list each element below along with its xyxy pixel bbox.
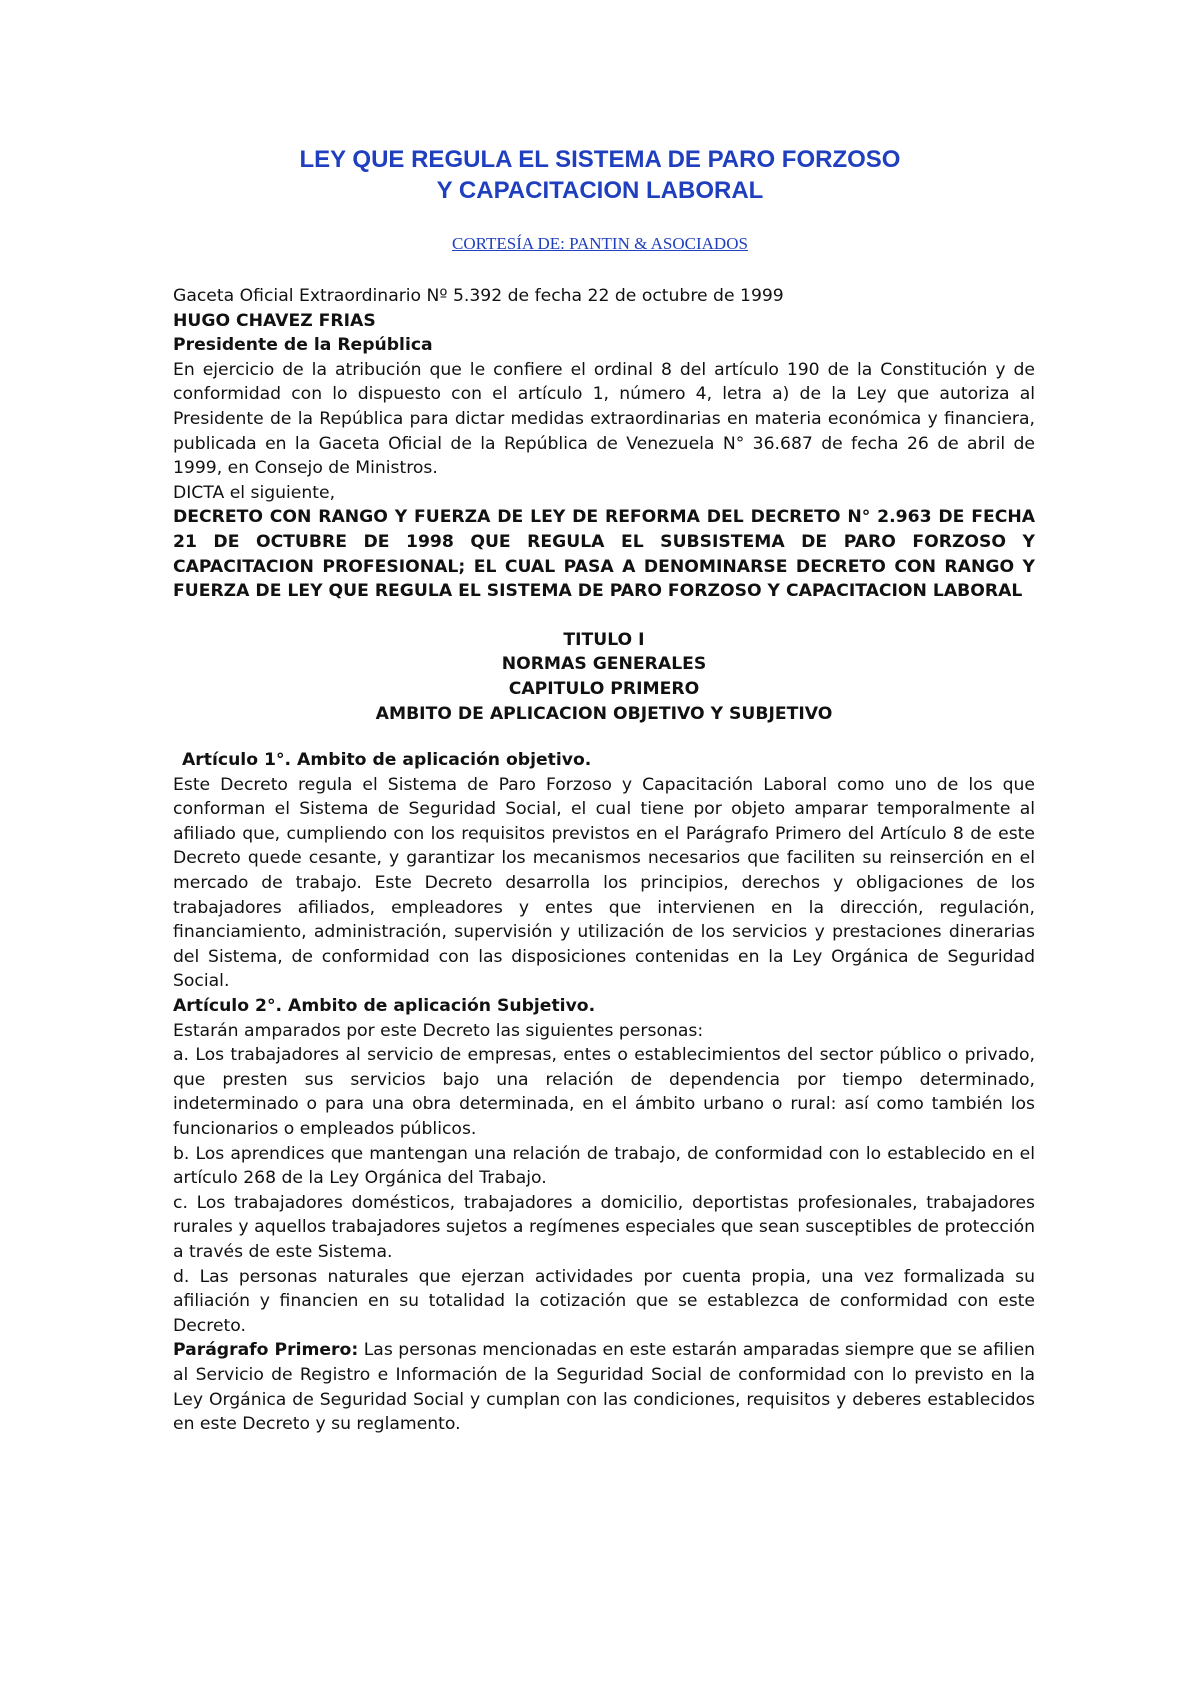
dicta-line: DICTA el siguiente, <box>173 482 336 503</box>
article-1-text: Este Decreto regula el Sistema de Paro Forzoso y Capacitación Laboral como uno de los que conforman el Sistema de Seguridad Social, el cual tiene por objeto amparar temporalmente al afiliado que, cumpliendo con los requisitos previstos en el Parágrafo Primero del Artículo 8 de este Decreto quede cesante, y garantizar los mecanismos necesarios que faciliten su reinserción en el mercado de trabajo. Este Decreto desarrolla los principios, derechos y obligaciones de los trabajadores afiliados, empleadores y entes que intervienen en la dirección, regulación, financiamiento, administración, supervisión y utilización de los servicios y prestaciones dinerarias del Sistema, de conformidad con las disposiciones contenidas en la Ley Orgánica de Seguridad Social. <box>173 774 1035 992</box>
decree-title: DECRETO CON RANGO Y FUERZA DE LEY DE REFORMA DEL DECRETO N° 2.963 DE FECHA 21 DE OCTUBRE DE 1998 QUE REGULA EL SUBSISTEMA DE PARO FORZOSO Y CAPACITACION PROFESIONAL; EL CUAL PASA A DENOMINARSE DECRETO CON RANGO Y FUERZA DE LEY QUE REGULA EL SISTEMA DE PARO FORZOSO Y CAPACITACION LABORAL <box>173 507 1035 602</box>
president-title: Presidente de la República <box>173 335 433 356</box>
paragrafo-primero <box>173 1338 1035 1436</box>
ambito-heading: AMBITO DE APLICACION OBJETIVO Y SUBJETIVO <box>375 703 833 724</box>
gaceta-line: Gaceta Oficial Extraordinario Nº 5.392 de fecha 22 de octubre de 1999 <box>173 286 784 306</box>
capitulo-heading: CAPITULO PRIMERO <box>508 678 700 699</box>
article-2-item-d: d. Las personas naturales que ejerzan actividades por cuenta propia, una vez formalizada su afiliación y financien en su totalidad la cotización que se establezca de conformidad con este Decreto. <box>173 1266 1035 1336</box>
section-heading <box>173 628 1035 726</box>
document-body <box>173 284 1035 1437</box>
paragrafo-label: Parágrafo Primero: <box>173 1340 359 1361</box>
titulo-heading: TITULO I <box>563 629 645 650</box>
article-1-heading: Artículo 1°. Ambito de aplicación objetivo. <box>182 750 592 771</box>
article-2-heading: Artículo 2°. Ambito de aplicación Subjetivo. <box>173 996 596 1017</box>
preamble-paragraph: En ejercicio de la atribución que le confiere el ordinal 8 del artículo 190 de la Constitución y de conformidad con lo dispuesto con el artículo 1, número 4, letra a) de la Ley que autoriza al Presidente de la República para dictar medidas extraordinarias en materia económica y financiera, publicada en la Gaceta Oficial de la República de Venezuela N° 36.687 de fecha 26 de abril de 1999, en Consejo de Ministros. <box>173 359 1035 479</box>
article-2-item-b: b. Los aprendices que mantengan una relación de trabajo, de conformidad con lo establecido en el artículo 268 de la Ley Orgánica del Trabajo. <box>173 1143 1035 1189</box>
president-name: HUGO CHAVEZ FRIAS <box>173 310 376 331</box>
courtesy-link[interactable]: CORTESÍA DE: PANTIN & ASOCIADOS <box>452 234 748 253</box>
document-title <box>140 144 1060 206</box>
normas-heading: NORMAS GENERALES <box>501 654 707 675</box>
article-2-item-a: a. Los trabajadores al servicio de empresas, entes o establecimientos del sector público o privado, que presten sus servicios bajo una relación de dependencia por tiempo determinado, indeterminado o para una obra determinada, en el ámbito urbano o rural: así como también los funcionarios o empleados públicos. <box>173 1045 1035 1139</box>
paragrafo-text: Las personas mencionadas en este estarán amparadas siempre que se afilien al Servicio de Registro e Información de la Seguridad Social de conformidad con lo previsto en la Ley Orgánica de Seguridad Social y cumplan con las condiciones, requisitos y deberes establecidos en este Decreto y su reglamento. <box>173 1340 1035 1435</box>
article-2-item-c: c. Los trabajadores domésticos, trabajadores a domicilio, deportistas profesionales, trabajadores rurales y aquellos trabajadores sujetos a regímenes especiales que sean susceptibles de protección a través de este Sistema. <box>173 1192 1035 1262</box>
title-line-1: LEY QUE REGULA EL SISTEMA DE PARO FORZOSO <box>299 146 901 173</box>
article-2-intro: Estarán amparados por este Decreto las siguientes personas: <box>173 1020 704 1041</box>
title-line-2: Y CAPACITACION LABORAL <box>436 177 764 204</box>
